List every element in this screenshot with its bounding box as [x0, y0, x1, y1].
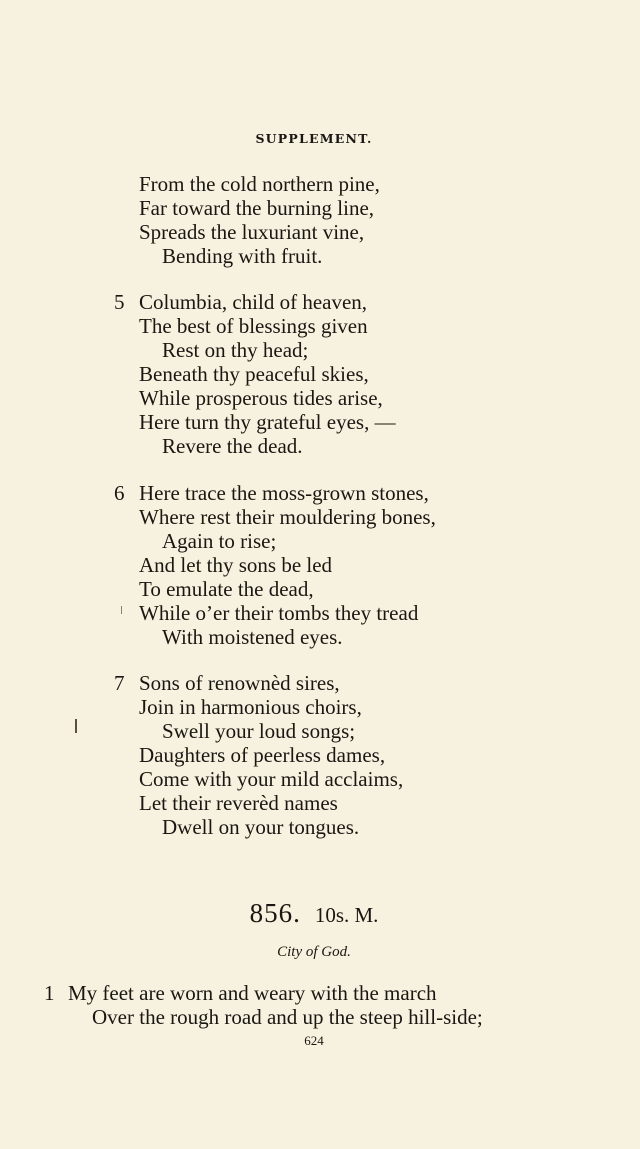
verse-line: Spreads the luxuriant vine,: [139, 220, 365, 244]
stanza-number: 5: [114, 290, 125, 314]
verse-line: Revere the dead.: [162, 434, 303, 458]
hymn-meter: 10s. M.: [314, 903, 379, 927]
verse-line: Swell your loud songs;: [162, 719, 356, 743]
verse-line: Beneath thy peaceful skies,: [139, 362, 369, 386]
verse-line: Here turn thy grateful eyes, —: [139, 410, 396, 434]
verse-line: Daughters of peerless dames,: [139, 743, 386, 767]
verse-line: Sons of renownèd sires,: [139, 671, 340, 695]
hymn-header: [0, 898, 628, 929]
verse-line: While o’er their tombs they tread: [139, 601, 419, 625]
verse-line: And let thy sons be led: [139, 553, 333, 577]
verse-line: My feet are worn and weary with the march: [68, 981, 437, 1005]
verse-line: With moistened eyes.: [162, 625, 343, 649]
verse-line: Again to rise;: [162, 529, 277, 553]
verse-line: From the cold northern pine,: [139, 172, 380, 196]
verse-line: Rest on thy head;: [162, 338, 309, 362]
running-head: SUPPLEMENT.: [255, 131, 373, 146]
verse-line: Come with your mild acclaims,: [139, 767, 404, 791]
verse-line: Join in harmonious choirs,: [139, 695, 362, 719]
verse-line: Far toward the burning line,: [139, 196, 375, 220]
hymn-number: 856.: [249, 898, 301, 928]
verse-line: Here trace the moss-grown stones,: [139, 481, 429, 505]
stanza-number: 6: [114, 481, 125, 505]
verse-line: Where rest their mouldering bones,: [139, 505, 436, 529]
verse-line: Over the rough road and up the steep hill-side;: [92, 1005, 483, 1029]
stanza-number: 7: [114, 671, 125, 695]
verse-line: Dwell on your tongues.: [162, 815, 360, 839]
verse-line: The best of blessings given: [139, 314, 368, 338]
hymn-title: City of God.: [277, 944, 351, 960]
verse-line: Bending with fruit.: [162, 244, 323, 268]
page-number: 624: [304, 1033, 324, 1048]
verse-line: To emulate the dead,: [139, 577, 314, 601]
verse-line: Let their reverèd names: [139, 791, 338, 815]
verse-line: While prosperous tides arise,: [139, 386, 383, 410]
margin-mark: [121, 606, 122, 614]
verse-line: Columbia, child of heaven,: [139, 290, 368, 314]
stanza-number: 1: [44, 981, 55, 1005]
margin-mark: [75, 719, 77, 733]
